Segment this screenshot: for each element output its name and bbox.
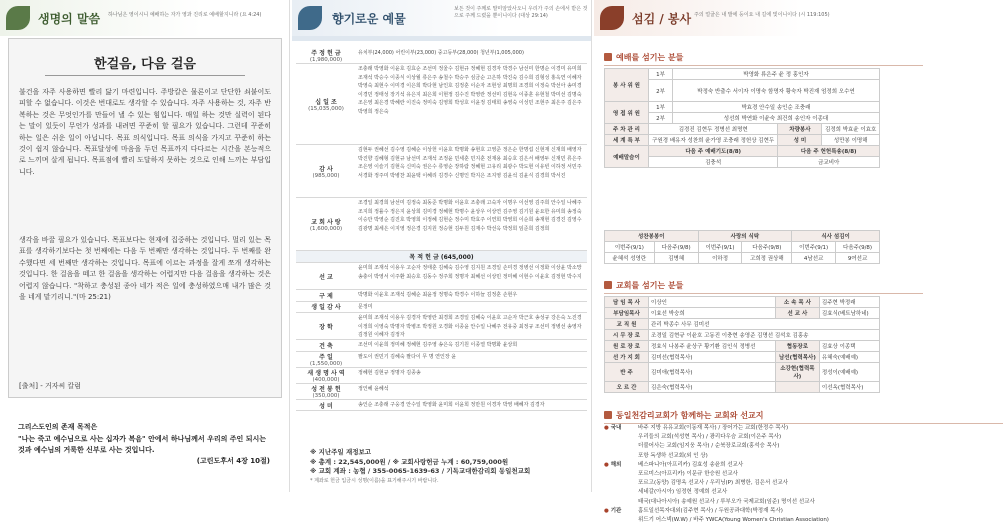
offering-category [296, 340, 356, 351]
offering-category [296, 302, 356, 313]
staff-lab: 담 임 목 사 [605, 297, 649, 308]
staff-lab: 오 르 간 [605, 382, 649, 393]
bongsa-names: 박정숙 반출수 서이자 이명숙 함명자 황숙자 박진재 엄정희 오수연 [673, 80, 880, 102]
rotation-name: 고희정 권상해 [742, 253, 792, 264]
offering-category-name: 생 일 감 사 [311, 304, 341, 312]
verse-box [8, 404, 282, 486]
leaf-icon [6, 6, 30, 30]
mission-line: 바주 지방 유유교회(이동재 목사) / 장어가는 교회(한정수 목사) [638, 425, 789, 431]
staff-val: 정효식 나봉주 윤상구 황기환 김인식 정병선 [649, 341, 776, 352]
offering-category [296, 64, 356, 144]
staff-val2: 김효상 이종택 [819, 341, 879, 352]
offering-category-name: 교 회 사 랑 [311, 218, 341, 226]
finance-summary [310, 448, 587, 486]
offering-category [296, 145, 356, 197]
offering-amount: (1,550,000) [309, 360, 343, 367]
worship-table [604, 68, 880, 168]
part-label: 2부 [649, 80, 673, 102]
offering-category-name: 장 학 [319, 323, 333, 331]
verse-text: "나는 죽고 예수님으로 사는 십자가 복음" 안에서 하나님께서 우리의 주인 되시는 것과 예수님의 거룩한 신부로 사는 것입니다. [18, 435, 267, 454]
offering-header-verse: 보든 것이 주께로 말미암았사오니 우리가 주의 손에서 받은 것으로 주께 드렸을 뿐이니이다 (대상 29:14) [454, 6, 588, 19]
mission-lines [638, 507, 829, 525]
bongsa-names: 박영화 류은주 윤 정 홍인자 [673, 69, 880, 80]
offering-category-name: 구 제 [319, 292, 333, 300]
offering-names: 문정미 [358, 303, 373, 310]
offering-header [292, 0, 591, 36]
rotation-table [604, 230, 880, 264]
staff-lab2: 남선(협력목사) [775, 352, 819, 363]
offering-names: 조경일 최경희 남선미 김정숙 최동준 박명화 이윤호 조충래 고숙자 이명우 이선영 김주희 안수일 나혜주 조지희 정률수 정은지 윤상희 김미경 정혜현 박명수 윤상우 이상연 김주영 김기원 윤요한 유미희 송정숙 이승만 박영순 김진호 박영희 이정혜 김현순 정수미 박효주 이연희 박영희 이순희 송재현 김경진 김영수 김광명 최세은 이지영 정은경 김지원 정승현 김두원 김재수 박선옥 박정희 임준희 김정희 [358, 200, 582, 232]
staff-val2: 이선옥(협력목사) [819, 382, 879, 393]
next-prayer-name: 김충석 [649, 157, 778, 168]
mission-group [604, 424, 880, 461]
staff-val2: 김주현 박정래 [819, 297, 879, 308]
staff-row [605, 363, 880, 382]
sermon-header-title: 생명의 말씀 [38, 12, 101, 26]
offering-category-name: 주 일 [319, 353, 333, 361]
staff-row [605, 308, 880, 319]
sermon-paragraph-2: 생각을 바꿀 필요가 있습니다. 목표보다는 현재에 집중하는 것입니다. 멀리 있는 목표를 생각하기보다는 첫 번째에는 다음 두 번째만 생각하는 것입니다. 두 번째를 완수했다면 세 번째만 생각하는 것입니다. 목표에 이르는 과정을 잘게 쪼개 생각하는 것입니다. 한 걸음을 떼고 한 걸음을 생각하는 어렵지만 다음 걸음을 생각하는 것은 어렵지 않습니다. "착하고 충성된 종아 네가 적은 일에 충성하였으매 내가 많은 것을 네게 맡기리니."(마 25:21) [19, 236, 271, 302]
rotation-name: 이하정 [698, 253, 742, 264]
offering-row [296, 64, 587, 145]
offering-names: 김현두 권혜선 김수영 김혜순 이상헌 이윤호 박명화 송현호 고영준 정은순 한명섭 신현재 신재희 배영자 박진향 김혜형 김현규 남선미 조재석 조정윤 민세훈 민지훈 전재용 최승호 김은서 배영두 신재민 류은주 조은영 이슬기 김현옥 신미숙 권은수 류영순 장하람 정혜현 고유리 최광수 박도현 이유빈 이하정 서민주 서경화 정주미 박병찬 최윤택 이혜리 김경수 신명인 박지은 조지영 김윤석 김윤식 김경희 박서진 [358, 147, 582, 179]
bongsa-label: 봉 사 위 원 [605, 69, 649, 102]
part-label: 2부 [649, 113, 673, 124]
sermon-header-verse: 하나님은 영이시니 예배하는 자가 영과 진리로 예배할지니라 (요 4:24) [108, 12, 262, 18]
leaf-icon [600, 6, 624, 30]
offering-names: 송인순 조충래 구웅경 안수일 박영화 윤미희 이윤희 정만원 이경자 박영 배혜자 김경자 [358, 401, 545, 408]
offering-category [296, 400, 356, 411]
mission-line: 더불어사는 교회(임지웅 목사) / 순북장로교회(홍석승 목사) [638, 443, 780, 450]
offering-row [296, 48, 587, 64]
offering-category [296, 313, 356, 339]
rotation-name: 윤혜석 성영란 [605, 253, 655, 264]
leaf-icon [298, 6, 322, 30]
staff-row [605, 341, 880, 352]
offering-row [296, 198, 587, 251]
offering-names: 박명화 이윤호 조재석 김혜순 최윤정 정명숙 박경수 이하늘 김정훈 손현우 [358, 292, 518, 298]
next-prayer-label: 다음 주 예배기도(8/8) [649, 146, 778, 157]
offering-row [296, 145, 587, 198]
church-staff-table [604, 296, 880, 393]
next-special-name: 금교비아 [778, 157, 880, 168]
world-names: 구원경 배유자 성찬희 윤가영 조충래 정헌상 김현두 [649, 135, 778, 146]
rotation-name: 4남선교 [792, 253, 836, 264]
mission-lines [638, 424, 788, 461]
offering-row [296, 313, 587, 340]
yeonggyeol-label: 영 접 위 원 [605, 102, 649, 124]
service-column [594, 0, 890, 524]
part-label: 1부 [649, 69, 673, 80]
mission-line: 포항 독생하 선교회(외 인 상) [638, 452, 708, 459]
week-label: 다음주(9/8) [836, 242, 880, 253]
service-header-verse: 주의 얼굴은 내 발에 등이요 내 길에 빛이니이다 (시 119:105) [694, 12, 830, 18]
mission-line: 베스파니아(아프리카) 김효성 송윤희 선교사 [638, 461, 744, 468]
service-header [594, 0, 890, 36]
offering-amount: (400,000) [312, 376, 340, 383]
worship-duty-label: 예배말슴이 [605, 146, 649, 168]
offering-table [296, 48, 587, 411]
offering-category-name: 십 일 조 [315, 98, 337, 106]
finance-total: ※ 총계 : 22,545,000원 / ※ 교회사랑헌금 누계 : 60,759,000원 [310, 457, 509, 466]
offering-category [296, 48, 356, 63]
offering-category-name: 선 교 [319, 273, 333, 281]
offering-names: 정혜현 김현규 정명자 김종송 [358, 369, 421, 376]
offering-names: 유치부(24,000) 어린이부(23,000) 중고등부(28,000) 청년부(1,005,000) [358, 50, 524, 56]
rotation-header: 성찬봉봉이 [605, 231, 699, 242]
staff-lab2: 소 속 목 사 [775, 297, 819, 308]
staff-row [605, 382, 880, 393]
week-label: 다음주(9/8) [742, 242, 792, 253]
staff-lab2: 소강현(협력목사) [775, 363, 819, 382]
parking-label: 주 차 관 리 [605, 124, 649, 135]
offering-names: 팔도이 권민기 김혜숙 팔다이 무 명 연인장 윤 [358, 353, 457, 360]
offering-row [296, 302, 587, 314]
week-label: 이번주(9/1) [792, 242, 836, 253]
world-label: 세 계 특 부 [605, 135, 649, 146]
mission-line: 세네갈(아시아) 임정헌 정예희 선교사 [638, 489, 728, 496]
mission-group [604, 461, 880, 507]
offering-row [296, 368, 587, 384]
staff-row [605, 330, 880, 341]
mission-line: 위드기 어스넥(W.W) / 바주 YWCA(Young Women's Christian Association) [638, 517, 829, 524]
offering-category [296, 263, 356, 289]
account-note: * 계좌로 헌금 입금시 성명(이름)을 표기해주시기 바랍니다. [310, 477, 439, 484]
offering-category-name: 주 정 헌 금 [311, 50, 341, 57]
vehicle-names: 김정희 박효윤 이효호 [822, 124, 880, 135]
staff-row [605, 352, 880, 363]
rotation-name: 9여선교 [836, 253, 880, 264]
offering-names: 정인혜 윤혜석 [358, 385, 389, 392]
vehicle-label: 차량봉사 [778, 124, 822, 135]
offering-row [296, 290, 587, 302]
worship-section-heading: 예배를 섬기는 분들 [604, 50, 683, 64]
offering-names: 윤미희 조재석 이용우 고순자 정태훈 김혜숙 김수영 김지원 조경일 손미경 정병선 이정화 이상윤 박소망 송충이 박영서 이주환 최승호 김동수 정주희 정명자 최혜선 이상민 정미혜 이현수 이윤호 김정현 박수지 [358, 265, 582, 280]
staff-row [605, 319, 880, 330]
staff-lab: 교 직 원 [605, 319, 649, 330]
mission-line: 홈트일선목자대외(김주현 목사) / 두원공과대학(박정재 목사) [638, 507, 783, 514]
mission-line: 포르고(동양) 김명옥 선교사 / 우리닝(P) 최병한, 김은서 선교사 [638, 480, 788, 487]
header-band [292, 36, 591, 41]
greeter-names: 성선희 박연화 이윤숙 최건희 송인자 이종대 [673, 113, 880, 124]
staff-val2: 유혜숙(예배예) [819, 352, 879, 363]
verse-title: 그리스도인의 존재 목적은 [18, 423, 98, 431]
offering-category [296, 352, 356, 367]
seongmi-names: 성만봉 이명해 [822, 135, 880, 146]
offering-names: 윤미희 조재석 이용우 김경자 박영란 최경희 조경일 김혜숙 이윤호 고순자 박근호 송성규 강은숙 노진경 이정희 이영숙 박명자 박병조 박정원 오경화 이종윤 안수일 나혜주 전유중 최정규 조선미 정병선 송영자 김정원 이혜자 김정자 [358, 315, 582, 339]
mission-group-label: ● 해외 [604, 461, 638, 507]
staff-val: 김미애(협력목사) [649, 363, 776, 382]
offering-category-name: 감 사 [319, 165, 333, 173]
mission-line: 포르미스(아프리카) 이문규 한승원 선교사 [638, 471, 738, 478]
bank-account: ※ 교회 계좌 : 농협 / 355-0065-1639-63 / 기독교대한감리회 동일천교회 [310, 467, 531, 475]
offering-column [292, 0, 592, 492]
part-label: 1부 [649, 102, 673, 113]
staff-val: 이효선 박숭희 [649, 308, 776, 319]
seongmi-label: 성 미 [778, 135, 822, 146]
sermon-source: [출처] - 거자씨 칼럼 [19, 382, 81, 390]
offering-row [296, 384, 587, 400]
staff-lab: 원 로 장 로 [605, 341, 649, 352]
missions-section-heading: 동일천감리교회가 함께하는 교회와 선교지 [604, 408, 763, 422]
mission-group-label: ● 기관 [604, 507, 638, 525]
week-label: 다음주(9/8) [654, 242, 698, 253]
offering-row [296, 400, 587, 412]
finance-title: ※ 지난주일 재정보고 [310, 448, 372, 456]
parking-names: 김경진 김현두 정병선 최명현 [649, 124, 778, 135]
mission-group [604, 507, 880, 525]
staff-val2: 김효식(베트남하네) [819, 308, 879, 319]
greeter-names: 박효경 안수일 송인순 조충래 [673, 102, 880, 113]
staff-row [605, 297, 880, 308]
mission-line: 우리들의 교회(석성현 목사) / 광리다우슴 교회(이은주 목사) [638, 434, 782, 441]
rotation-header: 식사 섬김이 [792, 231, 880, 242]
staff-val2: 정성이(예배예) [819, 363, 879, 382]
sermon-box [8, 38, 282, 398]
offering-row [296, 352, 587, 368]
offering-category-name: 새 생 명 사 역 [307, 369, 345, 377]
staff-val: 김미선(협력목사) [649, 352, 776, 363]
sermon-title: 한걸음, 다음 걸음 [94, 57, 196, 72]
staff-val: 관리 박종수 사무 김미선 [649, 319, 880, 330]
offering-category [296, 290, 356, 301]
offering-names: 조선미 이윤희 정미혜 정혜현 김주영 송은옥 김기원 이종열 박명화 윤상희 [358, 342, 518, 349]
offering-category [296, 368, 356, 383]
staff-lab: 시 무 장 로 [605, 330, 649, 341]
week-label: 이번주(9/1) [698, 242, 742, 253]
staff-lab: 반 주 [605, 363, 649, 382]
staff-val: 이상인 [649, 297, 776, 308]
offering-header-title: 향기로운 예물 [332, 12, 406, 26]
offering-amount: (985,000) [312, 172, 340, 179]
mission-line: 태국(대나아시아) 송예원 선교사 / 루부오가 국제교회(임준) 명이선 선교사 [638, 498, 815, 505]
week-label: 이번주(9/1) [605, 242, 655, 253]
sermon-column [0, 0, 290, 492]
offering-row [296, 340, 587, 352]
staff-lab: 부담임목사 [605, 308, 649, 319]
offering-names: 조충래 박영화 이윤호 김효순 조선미 정울수 김현규 정혜현 김경자 박경수 남선미 한명순 이경미 유미희 조재석 박승수 이종식 이상월 류은주 송철수 박승주 심금순 고은하 박진숙 김수희 김형성 홍옥연 이혜자 박영숙 최현수 이미경 이은희 박다현 남인호 김정훈 이순자 조현성 최명희 조경희 이정숙 박선아 송미경 이경민 정태성 장기석 유은지 최은희 이현정 김수진 박영란 정선미 김현옥 이종훈 유현철 박미선 김명숙 조은영 최은경 박혜란 이진숙 정미숙 김영희 박성호 이윤정 김태희 송영숙 이성민 조현주 최은주 김은주 박영희 정은숙 [358, 66, 582, 115]
verse-reference: (고린도후서 4장 10절) [196, 457, 270, 465]
next-special-label: 다음 주 헌헌특송(8/8) [778, 146, 880, 157]
church-section-heading: 교회를 섬기는 분들 [604, 278, 683, 292]
offering-row [296, 263, 587, 290]
staff-lab2 [775, 382, 819, 393]
offering-category-name: 건 축 [319, 342, 333, 350]
staff-val: 김은숙(협력목사) [649, 382, 776, 393]
missions-list [604, 424, 880, 525]
offering-category [296, 384, 356, 399]
sermon-header [0, 0, 289, 36]
offering-category-name: 성 전 봉 헌 [311, 385, 341, 393]
staff-lab: 선 가 지 회 [605, 352, 649, 363]
staff-val: 조경일 김현규 이윤호 고동진 이충현 송영준 김명선 김석호 김홍송 [649, 330, 880, 341]
offering-amount: (1,980,000) [309, 57, 343, 63]
staff-lab2: 선 교 사 [775, 308, 819, 319]
offering-category-name: 성 미 [319, 402, 333, 410]
mission-group-label: ● 국내 [604, 424, 638, 461]
mission-lines [638, 461, 815, 507]
sermon-paragraph-1: 불건을 자주 사용하면 빨리 닳기 마련입니다. 주방칼은 물론이고 단단한 쇠붙이도 피할 수 없습니다. 이것은 번대로도 생각할 수 있습니다. 자주 사용하는 것, 자주 반복하는 것은 무엇인가를 만들어 낼 수 있는 힘입니다. 매일 하는 것만 실력이 된다는 말이 있듯이 무언가 성과를 내려면 꾸준히 할 필요가 있습니다. 그런데 꾸준히 하는 일은 쉬운 일이 아닙니다. 목표 의식입니다. 목표 의식을 가지고 꾸준히 하는 것이 쉽지 않습니다. 목표달성에 마음을 두던 목표까지 다다르는 시간을 본능적으로 느끼며 살게 됩니다. 목표점에 빨리 도달하지 못하는 것으로 인해 느끼는 부담입니다. [19, 88, 271, 176]
offering-subheading: 목 적 헌 금 (645,000) [296, 251, 587, 263]
offering-amount: (1,600,000) [309, 225, 343, 232]
offering-amount: (15,035,000) [308, 105, 344, 112]
title-divider [45, 75, 245, 76]
rotation-name: 김병혜 [654, 253, 698, 264]
rotation-header: 사랑의 식탁 [698, 231, 792, 242]
offering-amount: (350,000) [312, 392, 340, 399]
staff-lab2: 협동장로 [775, 341, 819, 352]
service-header-title: 섬김 / 봉사 [632, 12, 692, 26]
offering-category [296, 198, 356, 250]
